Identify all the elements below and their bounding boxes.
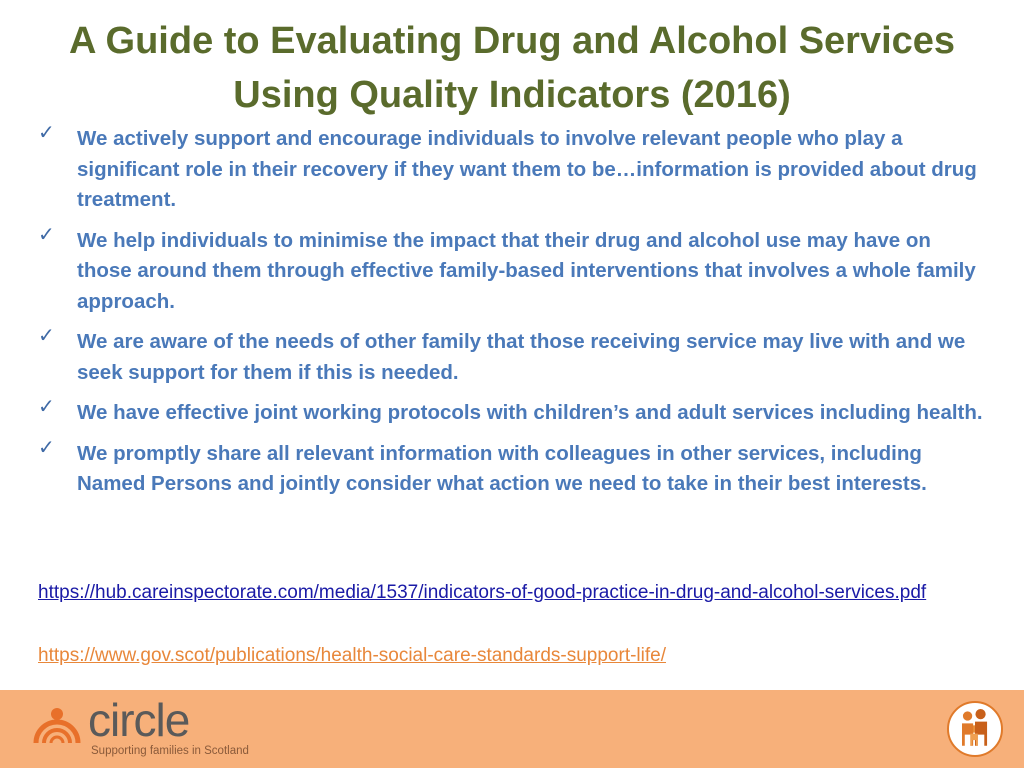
list-item-text: We are aware of the needs of other family that those receiving service may live with and we seek support for them if this is needed.	[77, 330, 966, 384]
checkmark-icon: ✓	[38, 436, 55, 459]
list-item	[38, 124, 988, 216]
checkmark-icon: ✓	[38, 396, 55, 418]
indicator-list	[38, 124, 988, 510]
title-line-2: Using Quality Indicators (2016)	[233, 74, 791, 116]
page-title	[0, 14, 1024, 122]
list-item	[38, 398, 988, 429]
careinspectorate-link[interactable]: https://hub.careinspectorate.com/media/1537/indicators-of-good-practice-in-drug-and-alcohol-services.pdf	[38, 582, 927, 603]
list-item	[38, 327, 988, 388]
list-item-text: We promptly share all relevant information with colleagues in other services, including Named Persons and jointly consider what action we need to take in their best interests.	[77, 441, 927, 495]
list-item-text: We have effective joint working protocols with children’s and adult services including health.	[77, 401, 983, 424]
checkmark-icon: ✓	[38, 223, 55, 246]
list-item	[38, 223, 988, 318]
logo-tagline: Supporting families in Scotland	[91, 745, 249, 757]
logo-wordmark: circle	[88, 694, 190, 746]
title-line-1: A Guide to Evaluating Drug and Alcohol Services	[68, 20, 956, 62]
checkmark-icon: ✓	[38, 325, 55, 347]
list-item-text: We help individuals to minimise the impact that their drug and alcohol use may have on those around them through effective family-based interventions that involves a whole family approach.	[77, 228, 976, 313]
list-item	[38, 436, 988, 500]
person-arc-icon	[32, 705, 82, 745]
govscot-link[interactable]: https://www.gov.scot/publications/health-social-care-standards-support-life/	[38, 645, 666, 666]
checkmark-icon: ✓	[38, 122, 55, 144]
list-item-text: We actively support and encourage individuals to involve relevant people who play a significant role in their recovery if they want them to be…information is provided about drug treatment.	[77, 127, 977, 211]
family-badge-icon	[947, 701, 1003, 757]
